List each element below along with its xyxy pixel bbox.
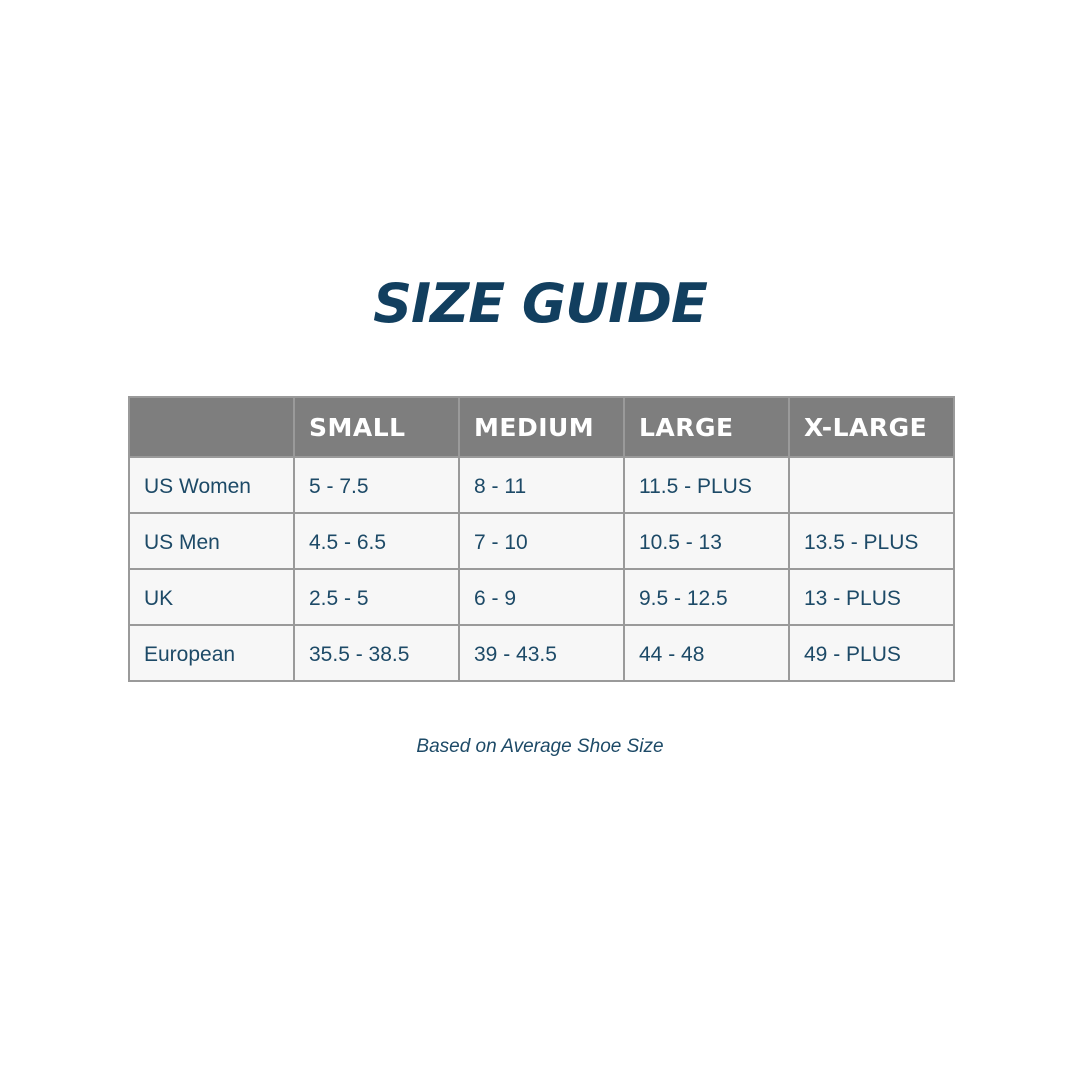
table-cell: 39 - 43.5 [459, 625, 624, 681]
row-label-uk: UK [129, 569, 294, 625]
row-label-european: European [129, 625, 294, 681]
table-cell: 6 - 9 [459, 569, 624, 625]
table-cell: 13.5 - PLUS [789, 513, 954, 569]
table-cell: 5 - 7.5 [294, 457, 459, 513]
row-label-us-women: US Women [129, 457, 294, 513]
table-cell: 8 - 11 [459, 457, 624, 513]
header-cell-x-large: X-LARGE [789, 397, 954, 457]
table-header-row [129, 397, 954, 457]
footnote: Based on Average Shoe Size [416, 736, 664, 757]
table-cell: 10.5 - 13 [624, 513, 789, 569]
size-guide-table [128, 396, 955, 682]
table-cell: 4.5 - 6.5 [294, 513, 459, 569]
table-cell: 11.5 - PLUS [624, 457, 789, 513]
table-row [129, 513, 954, 569]
row-label-us-men: US Men [129, 513, 294, 569]
table-cell: 35.5 - 38.5 [294, 625, 459, 681]
table-cell: 9.5 - 12.5 [624, 569, 789, 625]
table-row [129, 625, 954, 681]
table-row [129, 457, 954, 513]
table-cell: 44 - 48 [624, 625, 789, 681]
header-cell-empty [129, 397, 294, 457]
page-title: SIZE GUIDE [373, 272, 707, 335]
table-row [129, 569, 954, 625]
header-cell-large: LARGE [624, 397, 789, 457]
table-cell: 13 - PLUS [789, 569, 954, 625]
table-cell: 2.5 - 5 [294, 569, 459, 625]
header-cell-small: SMALL [294, 397, 459, 457]
header-cell-medium: MEDIUM [459, 397, 624, 457]
table-cell: 49 - PLUS [789, 625, 954, 681]
table-cell [789, 457, 954, 513]
table-cell: 7 - 10 [459, 513, 624, 569]
